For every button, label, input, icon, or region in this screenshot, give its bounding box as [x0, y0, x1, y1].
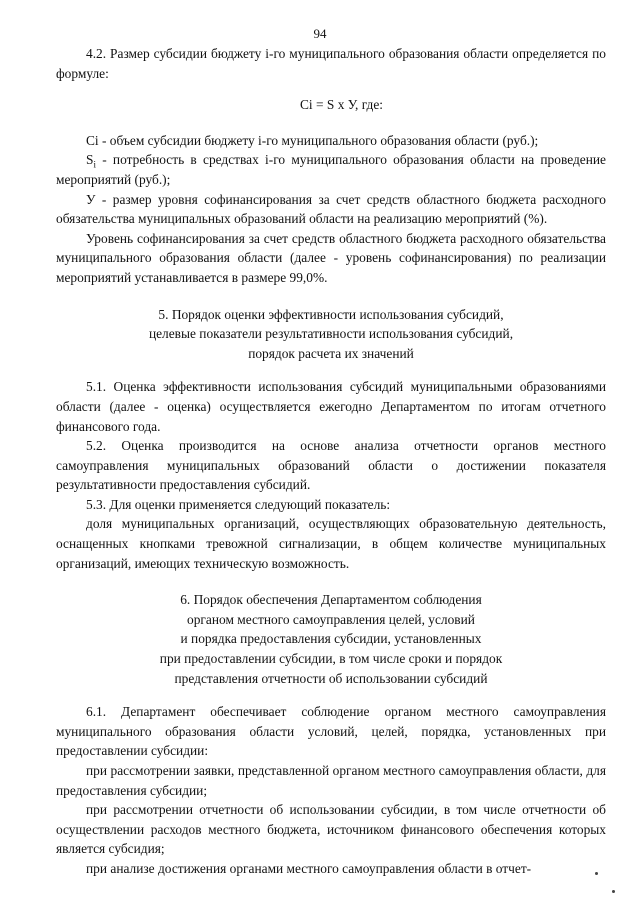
section-6-heading-line: представления отчетности об использовании субсидий: [174, 670, 488, 686]
section-5-heading: [56, 305, 606, 364]
si-subscript: i: [93, 160, 96, 171]
section-6-heading: [56, 590, 606, 688]
section-6-heading-line: 6. Порядок обеспечения Департаментом соблюдения: [180, 592, 482, 608]
paragraph-review-application: при рассмотрении заявки, представленной органом местного самоуправления области, для предоставления субсидии;: [56, 763, 606, 798]
paragraph-6-1: 6.1. Департамент обеспечивает соблюдение органом местного самоуправления муниципального образования области условий, целей, порядка, установленных при предоставлении субсидии:: [56, 704, 606, 759]
document-body: [56, 44, 606, 879]
section-5-heading-line: 5. Порядок оценки эффективности использования субсидий,: [158, 306, 504, 322]
formula-definitions: [56, 131, 606, 288]
paragraph-5-1: 5.1. Оценка эффективности использования субсидий муниципальными образованиями области (далее - оценка) осуществляется ежегодно Департаментом по итогам отчетного финансового года.: [56, 379, 606, 434]
paragraph-4-2: 4.2. Размер субсидии бюджету i-го муниципального образования области определяется по формуле:: [56, 46, 606, 81]
scan-speck: [612, 890, 615, 893]
section-6-heading-line: при предоставлении субсидии, в том числе сроки и порядок: [159, 651, 503, 667]
page-number: 94: [313, 26, 327, 41]
definition-ci: Ci - объем субсидии бюджету i-го муниципального образования области (руб.);: [86, 132, 539, 148]
paragraph-5-2: 5.2. Оценка производится на основе анализа отчетности органов местного самоуправления муниципальных образований области о достижении показателя результативности предоставления субсидий.: [56, 438, 606, 493]
section-6-heading-line: органом местного самоуправления целей, условий: [187, 611, 475, 627]
definition-u: У - размер уровня софинансирования за счет средств областного бюджета расходного обязательства муниципальных образований области на реализацию мероприятий (%).: [56, 191, 606, 227]
si-symbol: S: [86, 152, 94, 168]
scan-speck: [595, 872, 598, 875]
subsidy-formula: Ci = S х У, где:: [300, 97, 384, 113]
si-text: - потребность в средствах i-го муниципального образования области на проведение мероприятий (руб.);: [56, 152, 606, 187]
section-5-heading-line: порядок расчета их значений: [248, 345, 414, 361]
section-6-heading-line: и порядка предоставления субсидии, установленных: [180, 631, 482, 647]
paragraph-analysis: при анализе достижения органами местного самоуправления области в отчет-: [86, 860, 532, 876]
section-5-heading-line: целевые показатели результативности использования субсидий,: [148, 326, 514, 342]
paragraph-review-report: при рассмотрении отчетности об использовании субсидии, в том числе отчетности об осуществлении расходов местного бюджета, источником финансового обеспечения которых является субсидия;: [56, 802, 606, 857]
paragraph-indicator: доля муниципальных организаций, осуществляющих образовательную деятельность, оснащенных кнопками тревожной сигнализации, в общем количестве муниципальных организаций, имеющих техническую возможность.: [56, 516, 606, 571]
paragraph-cofinancing-level: Уровень софинансирования за счет средств областного бюджета расходного обязательства муниципального образования области (далее - уровень софинансирования) по реализации мероприятий устанавливается в размере 99,0%.: [56, 230, 606, 285]
definition-si: [56, 150, 606, 189]
paragraph-5-3: 5.3. Для оценки применяется следующий показатель:: [86, 496, 391, 512]
